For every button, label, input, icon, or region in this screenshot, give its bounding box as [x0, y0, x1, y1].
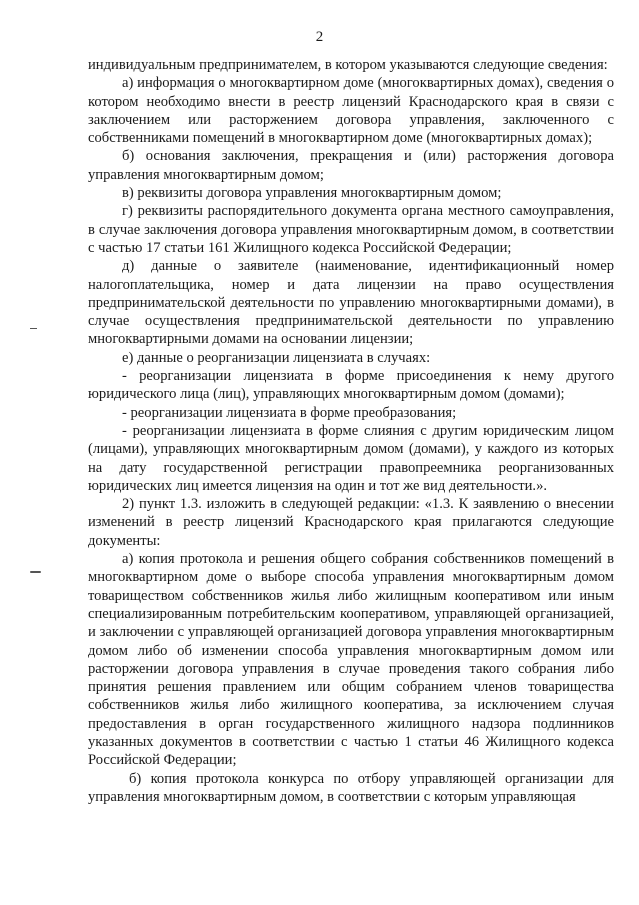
document-paragraph: в) реквизиты договора управления многоквартирным домом; — [122, 185, 502, 202]
page-number: 2 — [315, 29, 324, 45]
document-body — [88, 56, 614, 806]
document-paragraph: 2) пункт 1.3. изложить в следующей редакции: «1.3. К заявлению о внесении изменений в реестр лицензий Краснодарского края прилагаются следующие документы: — [88, 496, 614, 549]
document-paragraph: г) реквизиты распорядительного документа органа местного самоуправления, в случае заключения договора управления многоквартирным домом, в соответствии с частью 17 статьи 161 Жилищного кодекса Российской Федерации; — [88, 203, 614, 256]
document-paragraph: б) основания заключения, прекращения и (или) расторжения договора управления многоквартирным домом; — [88, 148, 614, 183]
document-paragraph: - реорганизации лицензиата в форме слияния с другим юридическим лицом (лицами), управляющих многоквартирным домом (домами), у каждого из которых на дату государственной регистрации правопреемника реорганизованных юридических лиц имеется лицензия на один и тот же вид деятельности.». — [88, 422, 614, 494]
document-paragraph: б) копия протокола конкурса по отбору управляющей организации для управления многоквартирным домом, в соответствии с которым управляющая — [88, 770, 614, 805]
document-paragraph: а) информация о многоквартирном доме (многоквартирных домах), сведения о котором необходимо внести в реестр лицензий Краснодарского края в связи с заключением или расторжением договора управления, заключенного с собственниками помещений в многоквартирном доме (многоквартирных домах); — [88, 75, 614, 147]
document-paragraph: е) данные о реорганизации лицензиата в случаях: — [122, 349, 431, 366]
document-paragraph: а) копия протокола и решения общего собрания собственников помещений в многоквартирном доме о выборе способа управления многоквартирным домом товариществом собственников жилья либо жилищным кооперативом или иным специализированным потребительским кооперативом, управляющей организацией, и заключении с управляющей организацией договора управления многоквартирным домом либо об изменении способа управления многоквартирным домом или расторжении договора управления в случае проведения такого собрания либо принятия решения правлением или общим собранием членов товарищества собственников жилья либо жилищного кооператива, за исключением случая предоставления в орган государственного жилищного надзора подлинников указанных документов в соответствии с частью 1 статьи 46 Жилищного кодекса Российской Федерации; — [88, 551, 614, 769]
margin-mark — [30, 328, 37, 329]
margin-mark — [30, 571, 41, 573]
document-paragraph: индивидуальным предпринимателем, в котором указываются следующие сведения: — [88, 57, 608, 73]
document-paragraph: д) данные о заявителе (наименование, идентификационный номер налогоплательщика, номер и дата лицензии на право осуществления предпринимательской деятельности по управлению многоквартирными домами), в случае осуществления предпринимательской деятельности по управлению многоквартирными домами на основании лицензии; — [88, 258, 614, 348]
document-paragraph: - реорганизации лицензиата в форме присоединения к нему другого юридического лица (лиц), управляющих многоквартирным домом (домами); — [88, 368, 614, 403]
document-paragraph: - реорганизации лицензиата в форме преобразования; — [122, 404, 457, 421]
